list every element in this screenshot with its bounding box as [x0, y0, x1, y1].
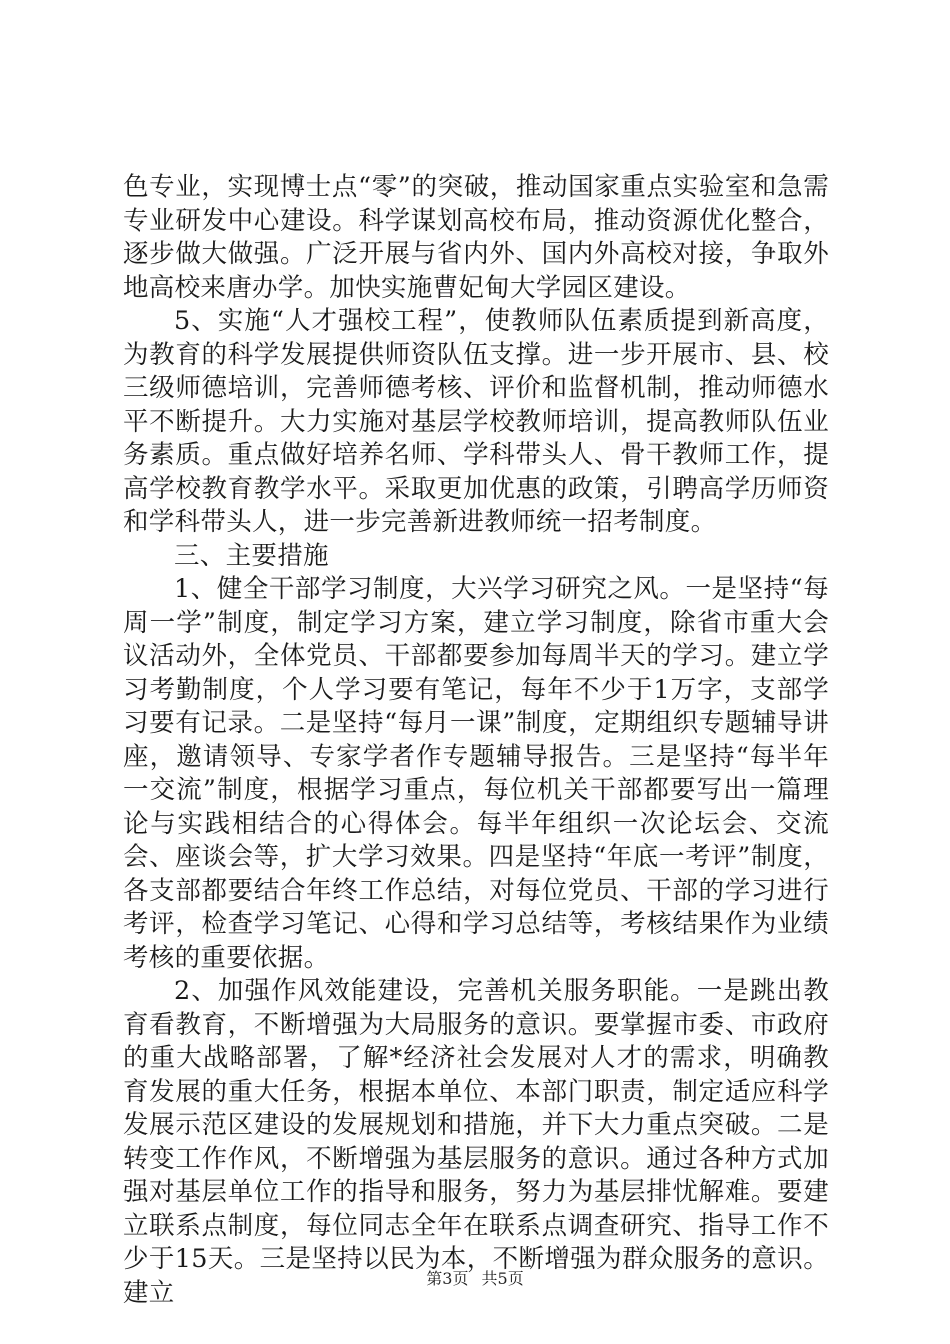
document-body [123, 171, 829, 1310]
paragraph-continuation: 色专业，实现博士点“零”的突破，推动国家重点实验室和急需专业研发中心建设。科学谋划高校布局，推动资源优化整合，逐步做大做强。广泛开展与省内外、国内外高校对接，争取外地高校来唐办学。加快实施曹妃甸大学园区建设。 [123, 172, 829, 303]
page-number-total: 共5页 [481, 1269, 524, 1288]
paragraph-talent-program: 5、实施“人才强校工程”，使教师队伍素质提到新高度，为教育的科学发展提供师资队伍支撑。进一步开展市、县、校三级师德培训，完善师德考核、评价和监督机制，推动师德水平不断提升。大力实施对基层学校教师培训，提高教师队伍业务素质。重点做好培养名师、学科带头人、骨干教师工作，提高学校教育教学水平。采取更加优惠的政策，引聘高学历师资和学科带头人，进一步完善新进教师统一招考制度。 [123, 306, 829, 537]
paragraph-work-style: 2、加强作风效能建设，完善机关服务职能。一是跳出教育看教育，不断增强为大局服务的意识。要掌握市委、市政府的重大战略部署，了解*经济社会发展对人才的需求，明确教育发展的重大任务，根据本单位、本部门职责，制定适应科学发展示范区建设的发展规划和措施，并下大力重点突破。二是转变工作作风，不断增强为基层服务的意识。通过各种方式加强对基层单位工作的指导和服务，努力为基层排忧解难。要建立联系点制度，每位同志全年在联系点调查研究、指导工作不少于15天。三是坚持以民为本，不断增强为群众服务的意识。建立 [123, 976, 829, 1308]
section-heading-measures: 三、主要措施 [174, 540, 329, 571]
page-number-current: 第3页 [426, 1269, 469, 1288]
page-footer [0, 1266, 950, 1289]
paragraph-study-system: 1、健全干部学习制度，大兴学习研究之风。一是坚持“每周一学”制度，制定学习方案，建立学习制度，除省市重大会议活动外，全体党员、干部都要参加每周半天的学习。建立学习考勤制度，个人学习要有笔记，每年不少于1万字，支部学习要有记录。二是坚持“每月一课”制度，定期组织专题辅导讲座，邀请领导、专家学者作专题辅导报告。三是坚持“每半年一交流”制度，根据学习重点，每位机关干部都要写出一篇理论与实践相结合的心得体会。每半年组织一次论坛会、交流会、座谈会等，扩大学习效果。四是坚持“年底一考评”制度，各支部都要结合年终工作总结，对每位党员、干部的学习进行考评，检查学习笔记、心得和学习总结等，考核结果作为业绩考核的重要依据。 [123, 574, 829, 973]
